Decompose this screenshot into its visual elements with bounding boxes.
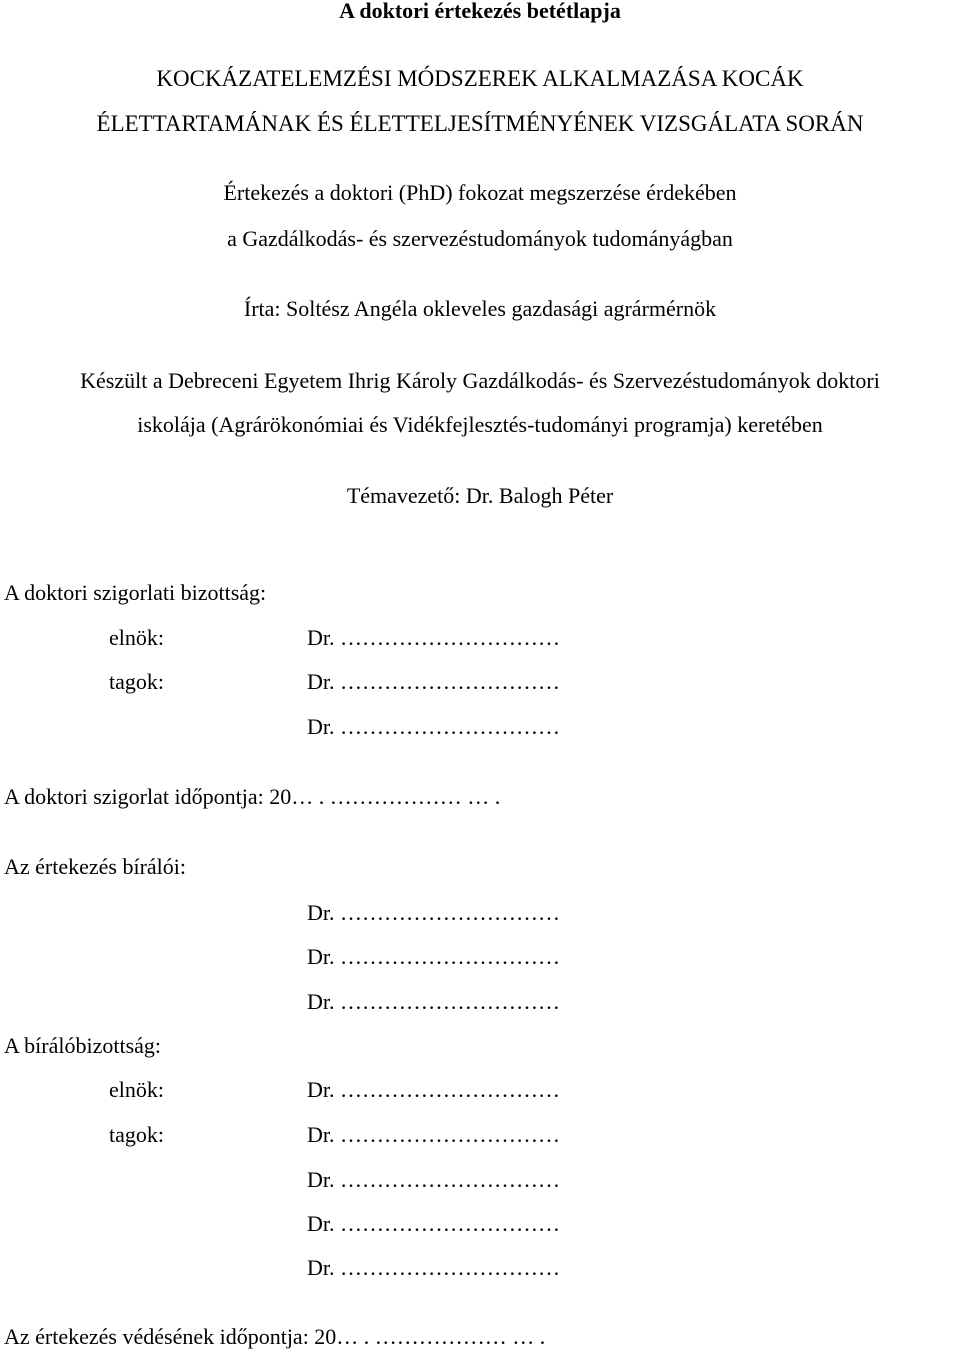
school-line-1: Készült a Debreceni Egyetem Ihrig Károly Gazdálkodás- és Szervezéstudományok doktori xyxy=(80,368,880,393)
exam-committee-chair-label: elnök: xyxy=(109,625,164,650)
page-title: A doktori értekezés betétlapja xyxy=(339,0,621,23)
degree-purpose-line-1: Értekezés a doktori (PhD) fokozat megszerzése érdekében xyxy=(223,180,737,205)
reviewers-heading: Az értekezés bírálói: xyxy=(4,854,187,879)
exam-committee-members-label: tagok: xyxy=(109,669,164,694)
author-line: Írta: Soltész Angéla okleveles gazdasági agrármérnök xyxy=(243,296,717,321)
review-committee-chair-label: elnök: xyxy=(109,1077,164,1102)
review-committee-member-entry: Dr. ………………………… xyxy=(307,1122,560,1147)
review-committee-member-entry: Dr. ………………………… xyxy=(307,1255,560,1280)
exam-committee-heading: A doktori szigorlati bizottság: xyxy=(4,580,267,605)
review-committee-heading: A bírálóbizottság: xyxy=(4,1033,162,1058)
exam-committee-chair-entry: Dr. ………………………… xyxy=(307,625,560,650)
reviewer-entry: Dr. ………………………… xyxy=(307,944,560,969)
review-committee-member-entry: Dr. ………………………… xyxy=(307,1167,560,1192)
supervisor-line: Témavezető: Dr. Balogh Péter xyxy=(346,483,614,508)
thesis-title-line-1: KOCKÁZATELEMZÉSI MÓDSZEREK ALKALMAZÁSA KOCÁK xyxy=(156,66,804,91)
review-committee-member-entry: Dr. ………………………… xyxy=(307,1211,560,1236)
review-committee-members-label: tagok: xyxy=(109,1122,164,1147)
thesis-title-line-2: ÉLETTARTAMÁNAK ÉS ÉLETTELJESÍTMÉNYÉNEK VIZSGÁLATA SORÁN xyxy=(96,111,864,136)
school-line-2: iskolája (Agrárökonómiai és Vidékfejlesztés-tudományi programja) keretében xyxy=(137,412,823,437)
degree-purpose-line-2: a Gazdálkodás- és szervezéstudományok tudományágban xyxy=(227,226,733,251)
review-committee-chair-entry: Dr. ………………………… xyxy=(307,1077,560,1102)
defense-date-line: Az értekezés védésének időpontja: 20… . ……………… … . xyxy=(4,1324,546,1349)
reviewer-entry: Dr. ………………………… xyxy=(307,989,560,1014)
exam-date-line: A doktori szigorlat időpontja: 20… . ……………… … . xyxy=(4,784,501,809)
exam-committee-member-entry: Dr. ………………………… xyxy=(307,714,560,739)
reviewer-entry: Dr. ………………………… xyxy=(307,900,560,925)
exam-committee-member-entry: Dr. ………………………… xyxy=(307,669,560,694)
